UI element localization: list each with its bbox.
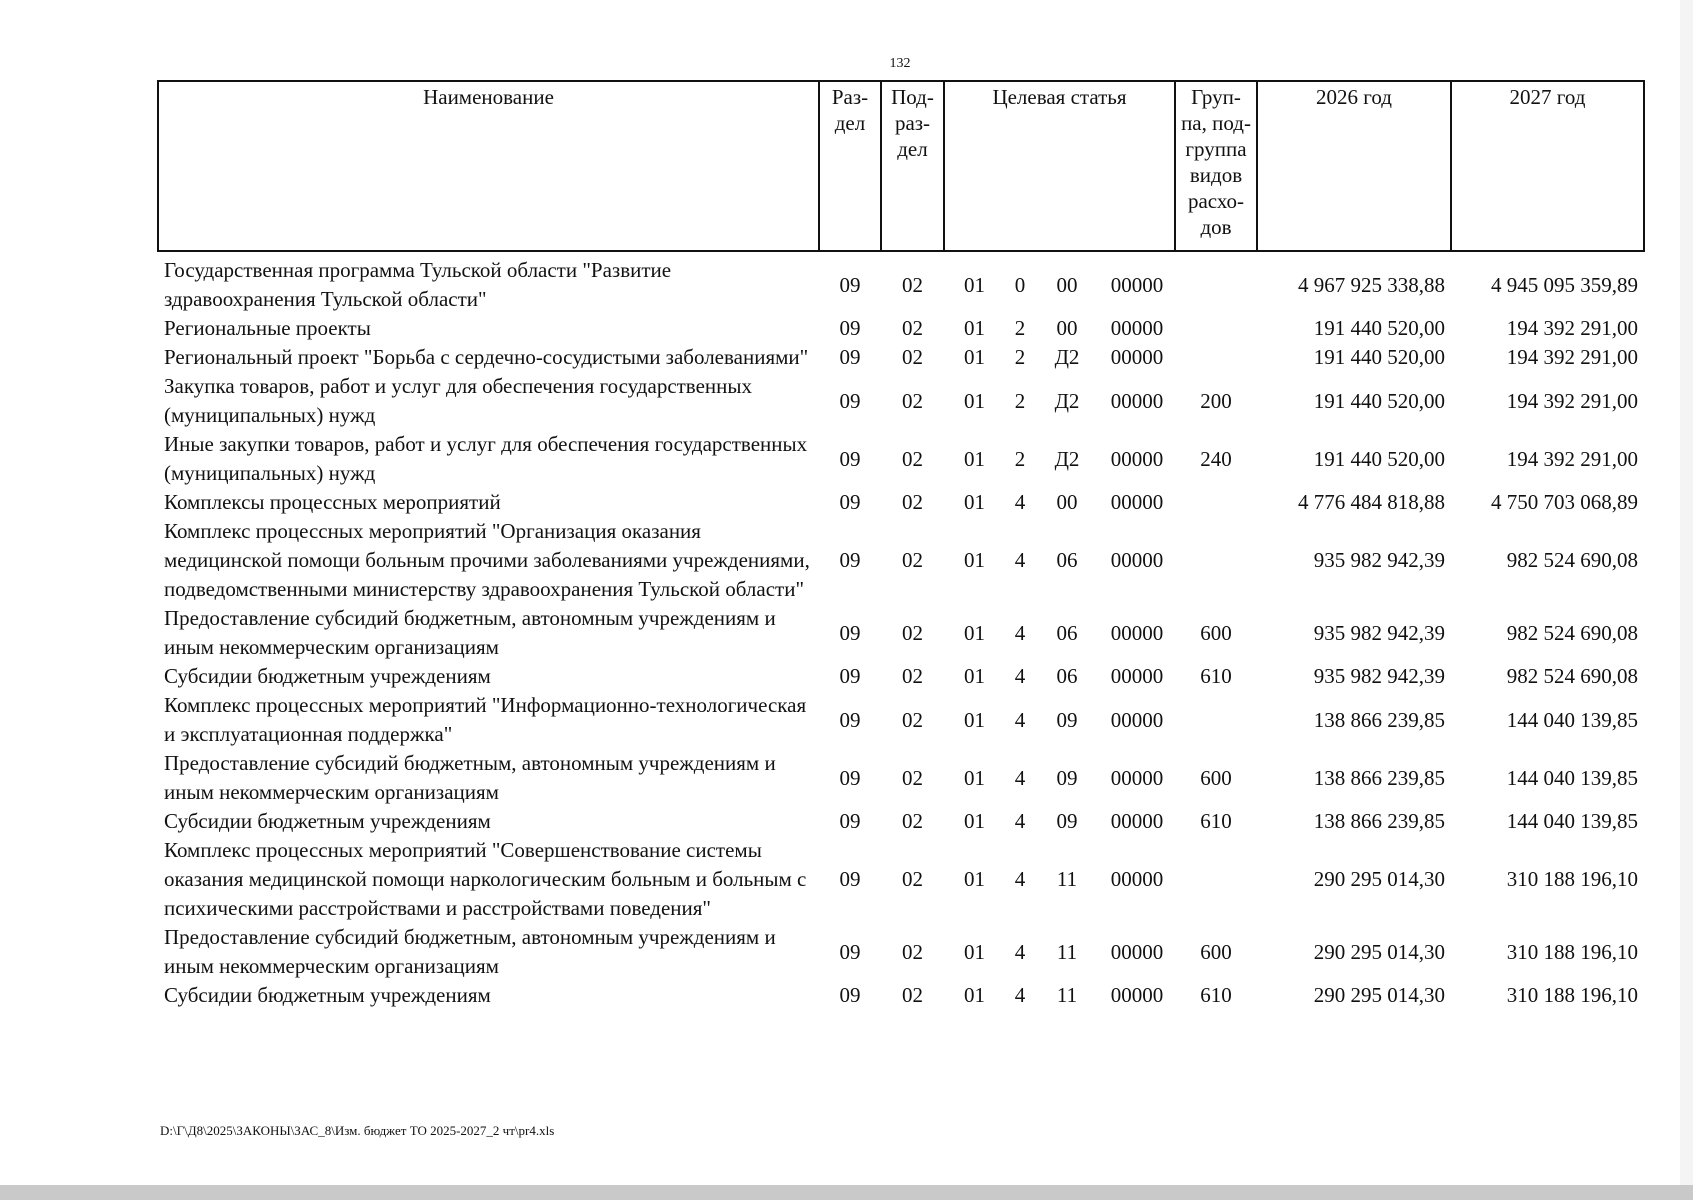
row-target-structure: 06	[1056, 664, 1078, 688]
row-target-program: 01	[964, 446, 985, 471]
table-row	[158, 343, 1644, 372]
row-amount-2026: 935 982 942,39	[1313, 664, 1445, 688]
row-target-structure: 09	[1056, 765, 1078, 790]
row-amount-2026: 191 440 520,00	[1313, 345, 1445, 369]
row-subsection: 02	[902, 707, 923, 732]
row-target-program: 01	[964, 388, 985, 413]
table-row	[158, 691, 1644, 749]
row-section: 09	[839, 388, 861, 413]
table-row	[158, 807, 1644, 836]
row-amount-2026: 290 295 014,30	[1313, 983, 1445, 1007]
row-target-direction: 00000	[1110, 272, 1164, 297]
row-expense-group: 600	[1200, 620, 1232, 645]
row-name: Комплексы процессных мероприятий	[164, 490, 501, 514]
row-subsection: 02	[902, 548, 923, 572]
row-amount-2026: 935 982 942,39	[1313, 548, 1445, 572]
row-subsection: 02	[902, 809, 923, 833]
row-subsection: 02	[902, 867, 923, 891]
row-target-structure: 00	[1056, 490, 1078, 514]
row-subsection: 02	[902, 446, 923, 471]
row-expense-group	[1175, 343, 1257, 372]
row-amount-2027: 4 945 095 359,89	[1491, 272, 1638, 297]
row-section: 09	[839, 446, 861, 471]
row-amount-2026: 290 295 014,30	[1313, 867, 1445, 891]
row-name: Закупка товаров, работ и услуг для обеспечения государственных (муниципальных) нужд	[164, 374, 753, 427]
budget-table	[157, 80, 1645, 1010]
row-amount-2026: 138 866 239,85	[1313, 765, 1445, 790]
table-row	[158, 251, 1644, 314]
row-expense-group: 240	[1200, 446, 1232, 471]
row-target-direction: 00000	[1110, 867, 1164, 891]
row-target-direction: 00000	[1110, 664, 1164, 688]
table-header-row	[158, 81, 1644, 251]
row-name: Комплекс процессных мероприятий "Совершенствование системы оказания медицинской помощи наркологическим больным и больным с психическими расстройствами и расстройствами поведения"	[164, 838, 807, 920]
row-target-direction: 00000	[1110, 388, 1164, 413]
header-year-2027: 2027 год	[1451, 81, 1644, 251]
row-target-direction: 00000	[1110, 446, 1164, 471]
row-target-program: 01	[964, 983, 985, 1007]
row-target-program: 01	[964, 664, 985, 688]
row-expense-group	[1175, 488, 1257, 517]
row-expense-group	[1175, 517, 1257, 604]
row-section: 09	[839, 272, 861, 297]
row-amount-2027: 144 040 139,85	[1506, 809, 1638, 833]
row-subsection: 02	[902, 620, 923, 645]
row-section: 09	[839, 707, 861, 732]
row-target-direction: 00000	[1110, 765, 1164, 790]
row-target-direction: 00000	[1110, 707, 1164, 732]
row-amount-2027: 310 188 196,10	[1506, 983, 1638, 1007]
row-subsection: 02	[902, 939, 923, 964]
row-target-structure: 11	[1056, 983, 1078, 1007]
row-name: Предоставление субсидий бюджетным, автономным учреждениям и иным некоммерческим организациям	[164, 751, 776, 804]
header-target-article: Целевая статья	[944, 81, 1175, 251]
row-amount-2026: 935 982 942,39	[1313, 620, 1445, 645]
row-subsection: 02	[902, 272, 923, 297]
row-target-structure: 00	[1056, 316, 1078, 340]
row-amount-2026: 4 776 484 818,88	[1298, 490, 1445, 514]
row-target-direction: 00000	[1110, 809, 1164, 833]
row-amount-2027: 194 392 291,00	[1506, 388, 1638, 413]
row-target-type: 4	[1014, 983, 1026, 1007]
row-amount-2027: 4 750 703 068,89	[1491, 490, 1638, 514]
row-amount-2027: 194 392 291,00	[1506, 345, 1638, 369]
row-amount-2026: 191 440 520,00	[1313, 316, 1445, 340]
row-expense-group: 600	[1200, 939, 1232, 964]
row-target-type: 2	[1014, 388, 1026, 413]
row-name: Субсидии бюджетным учреждениям	[164, 983, 491, 1007]
row-target-structure: Д2	[1054, 446, 1080, 471]
row-section: 09	[839, 664, 861, 688]
row-subsection: 02	[902, 664, 923, 688]
row-target-direction: 00000	[1110, 983, 1164, 1007]
bottom-bar	[0, 1185, 1693, 1200]
row-section: 09	[839, 620, 861, 645]
header-subsection: Под- раз- дел	[881, 81, 944, 251]
row-subsection: 02	[902, 490, 923, 514]
row-section: 09	[839, 939, 861, 964]
row-target-structure: 06	[1056, 548, 1078, 572]
row-subsection: 02	[902, 316, 923, 340]
row-target-direction: 00000	[1110, 490, 1164, 514]
table-row	[158, 314, 1644, 343]
row-expense-group	[1175, 836, 1257, 923]
row-section: 09	[839, 765, 861, 790]
row-target-direction: 00000	[1110, 939, 1164, 964]
row-subsection: 02	[902, 983, 923, 1007]
row-amount-2027: 144 040 139,85	[1506, 707, 1638, 732]
row-amount-2026: 290 295 014,30	[1313, 939, 1445, 964]
row-target-type: 4	[1014, 707, 1026, 732]
row-amount-2026: 138 866 239,85	[1313, 809, 1445, 833]
table-row	[158, 749, 1644, 807]
row-target-program: 01	[964, 345, 985, 369]
row-name: Комплекс процессных мероприятий "Информационно-технологическая и эксплуатационная поддержка"	[164, 693, 807, 746]
row-amount-2027: 982 524 690,08	[1506, 664, 1638, 688]
row-target-type: 2	[1014, 446, 1026, 471]
table-row	[158, 430, 1644, 488]
row-target-program: 01	[964, 765, 985, 790]
table-row	[158, 604, 1644, 662]
row-target-type: 4	[1014, 620, 1026, 645]
row-name: Государственная программа Тульской области "Развитие здравоохранения Тульской области"	[164, 258, 672, 311]
row-section: 09	[839, 490, 861, 514]
page-number: 132	[889, 56, 911, 71]
row-target-direction: 00000	[1110, 316, 1164, 340]
row-target-type: 0	[1014, 272, 1026, 297]
row-amount-2026: 191 440 520,00	[1313, 388, 1445, 413]
row-target-structure: 00	[1056, 272, 1078, 297]
file-path-footer: D:\Г\Д8\2025\ЗАКОНЫ\ЗАС_8\Изм. бюджет ТО 2025-2027_2 чт\pr4.xls	[160, 1123, 555, 1138]
row-subsection: 02	[902, 388, 923, 413]
row-target-direction: 00000	[1110, 345, 1164, 369]
row-section: 09	[839, 983, 861, 1007]
row-amount-2027: 194 392 291,00	[1506, 446, 1638, 471]
row-name: Комплекс процессных мероприятий "Организация оказания медицинской помощи больным прочими заболеваниями учреждениями, подведомственными министерству здравоохранения Тульской области"	[164, 519, 810, 601]
table-row	[158, 836, 1644, 923]
header-expense-group: Груп- па, под- группа видов расхо- дов	[1175, 81, 1257, 251]
row-section: 09	[839, 345, 861, 369]
page-edge	[1680, 0, 1693, 1185]
row-target-type: 4	[1014, 809, 1026, 833]
row-section: 09	[839, 809, 861, 833]
row-name: Субсидии бюджетным учреждениям	[164, 809, 491, 833]
row-name: Предоставление субсидий бюджетным, автономным учреждениям и иным некоммерческим организациям	[164, 606, 776, 659]
row-target-structure: 09	[1056, 707, 1078, 732]
row-target-program: 01	[964, 490, 985, 514]
row-expense-group: 200	[1200, 388, 1232, 413]
table-row	[158, 372, 1644, 430]
row-target-type: 2	[1014, 316, 1026, 340]
row-target-direction: 00000	[1110, 548, 1164, 572]
header-year-2026: 2026 год	[1257, 81, 1451, 251]
row-amount-2027: 982 524 690,08	[1506, 620, 1638, 645]
row-expense-group	[1175, 314, 1257, 343]
row-expense-group: 610	[1200, 809, 1232, 833]
row-target-program: 01	[964, 867, 985, 891]
row-target-type: 4	[1014, 939, 1026, 964]
row-subsection: 02	[902, 345, 923, 369]
row-target-structure: 09	[1056, 809, 1078, 833]
row-target-type: 4	[1014, 867, 1026, 891]
row-expense-group	[1175, 691, 1257, 749]
row-target-type: 4	[1014, 548, 1026, 572]
table-row	[158, 488, 1644, 517]
row-amount-2027: 144 040 139,85	[1506, 765, 1638, 790]
row-amount-2026: 191 440 520,00	[1313, 446, 1445, 471]
row-target-program: 01	[964, 316, 985, 340]
row-expense-group: 610	[1200, 983, 1232, 1007]
row-name: Региональный проект "Борьба с сердечно-сосудистыми заболеваниями"	[164, 345, 809, 369]
row-target-program: 01	[964, 620, 985, 645]
row-section: 09	[839, 316, 861, 340]
row-target-type: 4	[1014, 490, 1026, 514]
row-name: Субсидии бюджетным учреждениям	[164, 664, 491, 688]
row-target-type: 4	[1014, 765, 1026, 790]
row-subsection: 02	[902, 765, 923, 790]
row-target-program: 01	[964, 939, 985, 964]
row-amount-2026: 138 866 239,85	[1313, 707, 1445, 732]
row-amount-2026: 4 967 925 338,88	[1298, 272, 1445, 297]
row-target-structure: 06	[1056, 620, 1078, 645]
row-target-direction: 00000	[1110, 620, 1164, 645]
row-target-program: 01	[964, 707, 985, 732]
row-name: Региональные проекты	[164, 316, 371, 340]
header-name: Наименование	[158, 81, 819, 251]
row-amount-2027: 982 524 690,08	[1506, 548, 1638, 572]
row-target-program: 01	[964, 548, 985, 572]
row-amount-2027: 194 392 291,00	[1506, 316, 1638, 340]
row-expense-group: 610	[1200, 664, 1232, 688]
row-target-program: 01	[964, 272, 985, 297]
row-name: Предоставление субсидий бюджетным, автономным учреждениям и иным некоммерческим организациям	[164, 925, 776, 978]
header-section: Раз- дел	[819, 81, 881, 251]
row-section: 09	[839, 867, 861, 891]
row-target-structure: 11	[1056, 939, 1078, 964]
row-section: 09	[839, 548, 861, 572]
table-row	[158, 517, 1644, 604]
row-amount-2027: 310 188 196,10	[1506, 867, 1638, 891]
row-name: Иные закупки товаров, работ и услуг для обеспечения государственных (муниципальных) нужд	[164, 432, 808, 485]
table-row	[158, 662, 1644, 691]
row-expense-group: 600	[1200, 765, 1232, 790]
row-amount-2027: 310 188 196,10	[1506, 939, 1638, 964]
table-row	[158, 981, 1644, 1010]
row-target-type: 2	[1014, 345, 1026, 369]
row-target-structure: 11	[1056, 867, 1078, 891]
row-target-structure: Д2	[1054, 388, 1080, 413]
row-target-program: 01	[964, 809, 985, 833]
table-body	[158, 251, 1644, 1010]
table-row	[158, 923, 1644, 981]
row-expense-group	[1175, 251, 1257, 314]
row-target-structure: Д2	[1054, 345, 1080, 369]
row-target-type: 4	[1014, 664, 1026, 688]
